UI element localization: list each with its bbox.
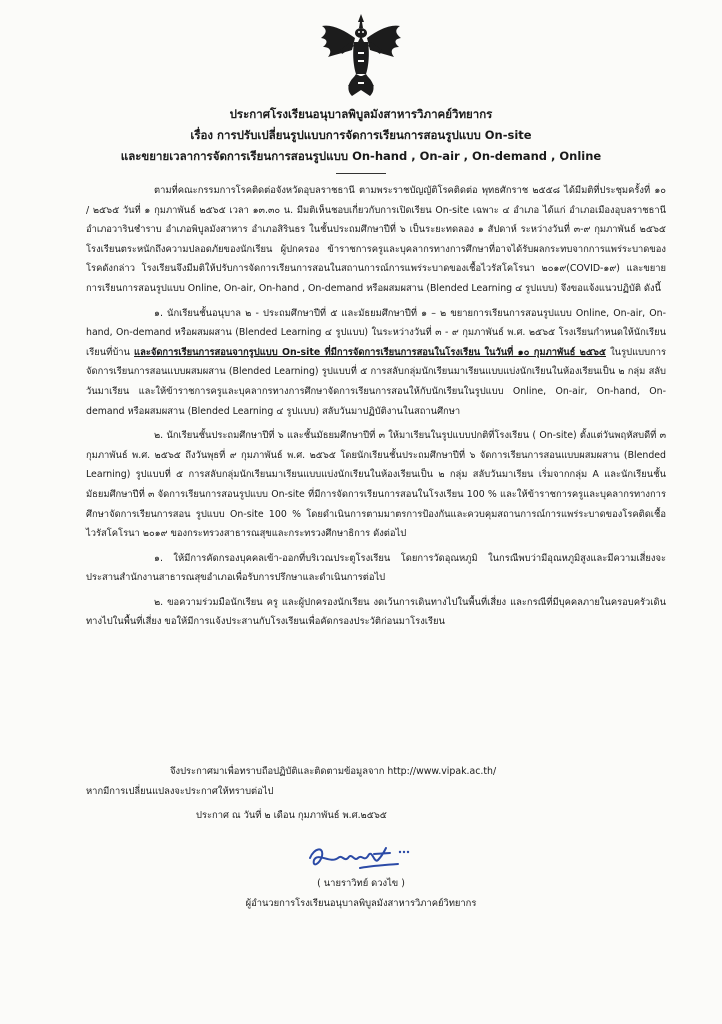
closing-line-2: หากมีการเปลี่ยนแปลงจะประกาศให้ทราบต่อไป [86,786,274,797]
intro-paragraph: ตามที่คณะกรรมการโรคติดต่อจังหวัดอุบลราชธานี ตามพระราชบัญญัติโรคติดต่อ พุทธศักราช ๒๕๕๘ ได้มีมติที่ประชุมครั้งที่ ๑๐ / ๒๕๖๕ วันที่ ๑ กุมภาพันธ์ ๒๕๖๕ เวลา ๑๓.๓๐ น. มีมติเห็นชอบเกี่ยวกับการเปิดเรียน On-site เฉพาะ ๔ อำเภอ ได้แก่ อำเภอเมืองอุบลราชธานี อำเภอวารินชำราบ อำเภอพิบูลมังสาหาร อำเภอสิรินธร ในชั้นประถมศึกษาปีที่ ๖ เป็นระยะทดลอง ๑ สัปดาห์ ระหว่างวันที่ ๓-๙ กุมภาพันธ์ ๒๕๖๕ โรงเรียนตระหนักถึงความปลอดภัยของนักเรียน ผู้ปกครอง ข้าราชการครูและบุคลากรทางการศึกษาที่อาจได้รับผลกระทบจากการแพร่ระบาดของโรคดังกล่าว โรงเรียนจึงมีมติให้ปรับการจัดการเรียนการสอนในสถานการณ์การแพร่ระบาดของเชื้อไวรัสโคโรนา ๒๐๑๙(COVID-๑๙) และขยายการเรียนการสอนรูปแบบ Online, On-air, On-hand , On-demand หรือผสมผสาน (Blended Learning ๔ รูปแบบ) จึงขอแจ้งแนวปฏิบัติ ดังนี้ [86,185,666,294]
item-1-text-start: ๑. นักเรียนชั้นอนุบาล ๒ - ประถมศึกษาปีที่ ๕ และมัธยมศึกษาปีที่ ๑ – ๒ ขยายการเรียนการสอนรูปแบบ Online, On-air, On-hand, On-demand หรือผสมผสาน (Blended Learning ๔ รูปแบบ) ในระหว่างวันที่ ๓ - ๙ กุมภาพันธ์ พ.ศ. ๒๕๖๕ โรงเรียนกำหนดให้นักเรียนเรียนที่บ้าน [86,307,666,358]
header-divider [336,173,386,174]
closing-line-1: จึงประกาศมาเพื่อทราบถือปฏิบัติและติดตามข้อมูลจาก http://www.vipak.ac.th/ [170,766,497,777]
item-1-text-end: ในรูปแบบการจัดการเรียนการสอนแบบผสมผสาน (Blended Learning) รูปแบบที่ ๕ การสลับกลุ่มนักเรียนมาเรียนแบบแบ่งนักเรียนในห้องเรียนเป็น ๒ กลุ่ม สลับวันมาเรียน และให้ข้าราชการครูและบุคลากรทางการศึกษาจัดการเรียนการสอนให้กับนักเรียนในรูปแบบ Online, On-air, On-hand, On-demand หรือผสมผสาน (Blended Learning ๔ รูปแบบ) สลับวันมาปฏิบัติงานในสถานศึกษา [86,346,666,417]
header-line-2: เรื่อง การปรับเปลี่ยนรูปแบบการจัดการเรียนการสอนรูปแบบ On-site [190,128,532,142]
signer-position: ผู้อำนวยการโรงเรียนอนุบาลพิบูลมังสาหารวิภาคย์วิทยากร [245,898,477,909]
signer-name: ( นายราวิทย์ ดวงไข ) [317,878,405,889]
signer-block [160,874,562,914]
header-line-1: ประกาศโรงเรียนอนุบาลพิบูลมังสาหารวิภาคย์วิทยากร [229,107,493,121]
announcement-header [60,104,662,167]
measure-1-paragraph: ๑. ให้มีการคัดกรองบุคคลเข้า-ออกที่บริเวณประตูโรงเรียน โดยการวัดอุณหภูมิ ในกรณีพบว่ามีอุณหภูมิสูงและมีความเสี่ยงจะประสานสำนักงานสาธารณสุขอำเภอเพื่อรับการปรึกษาและดำเนินการต่อไป [86,552,666,584]
measure-2-paragraph: ๒. ขอความร่วมมือนักเรียน ครู และผู้ปกครองนักเรียน งดเว้นการเดินทางไปในพื้นที่เสี่ยง และกรณีที่มีบุคคลภายในครอบครัวเดินทางไปในพื้นที่เสี่ยง ขอให้มีการแจ้งประสานกับโรงเรียนเพื่อคัดกรองประวัติก่อนมาโรงเรียน [86,596,666,628]
item-1-paragraph [86,304,666,422]
item-1-underlined-text: และจัดการเรียนการสอนจากรูปแบบ On-site ที่มีการจัดการเรียนการสอนในโรงเรียน ในวันที่ ๑๐ กุมภาพันธ์ ๒๕๖๕ [134,346,607,358]
closing-section [86,762,666,826]
signature-icon [300,838,420,878]
garuda-emblem-icon [318,12,404,98]
item-2-paragraph: ๒. นักเรียนชั้นประถมศึกษาปีที่ ๖ และชั้นมัธยมศึกษาปีที่ ๓ ให้มาเรียนในรูปแบบปกติที่โรงเรียน ( On-site) ตั้งแต่วันพฤหัสบดีที่ ๓ กุมภาพันธ์ พ.ศ. ๒๕๖๕ ถึงวันพุธที่ ๙ กุมภาพันธ์ พ.ศ. ๒๕๖๕ โดยนักเรียนชั้นประถมศึกษาปีที่ ๖ จัดการเรียนการสอนแบบผสมผสาน (Blended Learning) รูปแบบที่ ๕ การสลับกลุ่มนักเรียนมาเรียนแบบแบ่งนักเรียนในห้องเรียนเป็น ๒ กลุ่ม สลับวันมาเรียน เริ่มจากกลุ่ม A และนักเรียนชั้นมัธยมศึกษาปีที่ ๓ จัดการเรียนการสอนรูปแบบ On-site ที่มีการจัดการเรียนการสอนในโรงเรียน 100 % และให้ข้าราชการครูและบุคลากรทางการศึกษาจัดการเรียนการสอน รูปแบบ On-site 100 % โดยดำเนินการตามมาตรการป้องกันและควบคุมสถานการณ์การแพร่ระบาดของโรคติดเชื้อไวรัสโคโรนา ๒๐๑๙ ของกระทรวงสาธารณสุขและกระทรวงศึกษาธิการ ดังต่อไป [86,430,666,540]
announcement-body [86,181,666,632]
header-line-3: และขยายเวลาการจัดการเรียนการสอนรูปแบบ On-hand , On-air , On-demand , Online [120,149,602,163]
announcement-date: ประกาศ ณ วันที่ ๒ เดือน กุมภาพันธ์ พ.ศ.๒๕๖๕ [196,810,387,821]
